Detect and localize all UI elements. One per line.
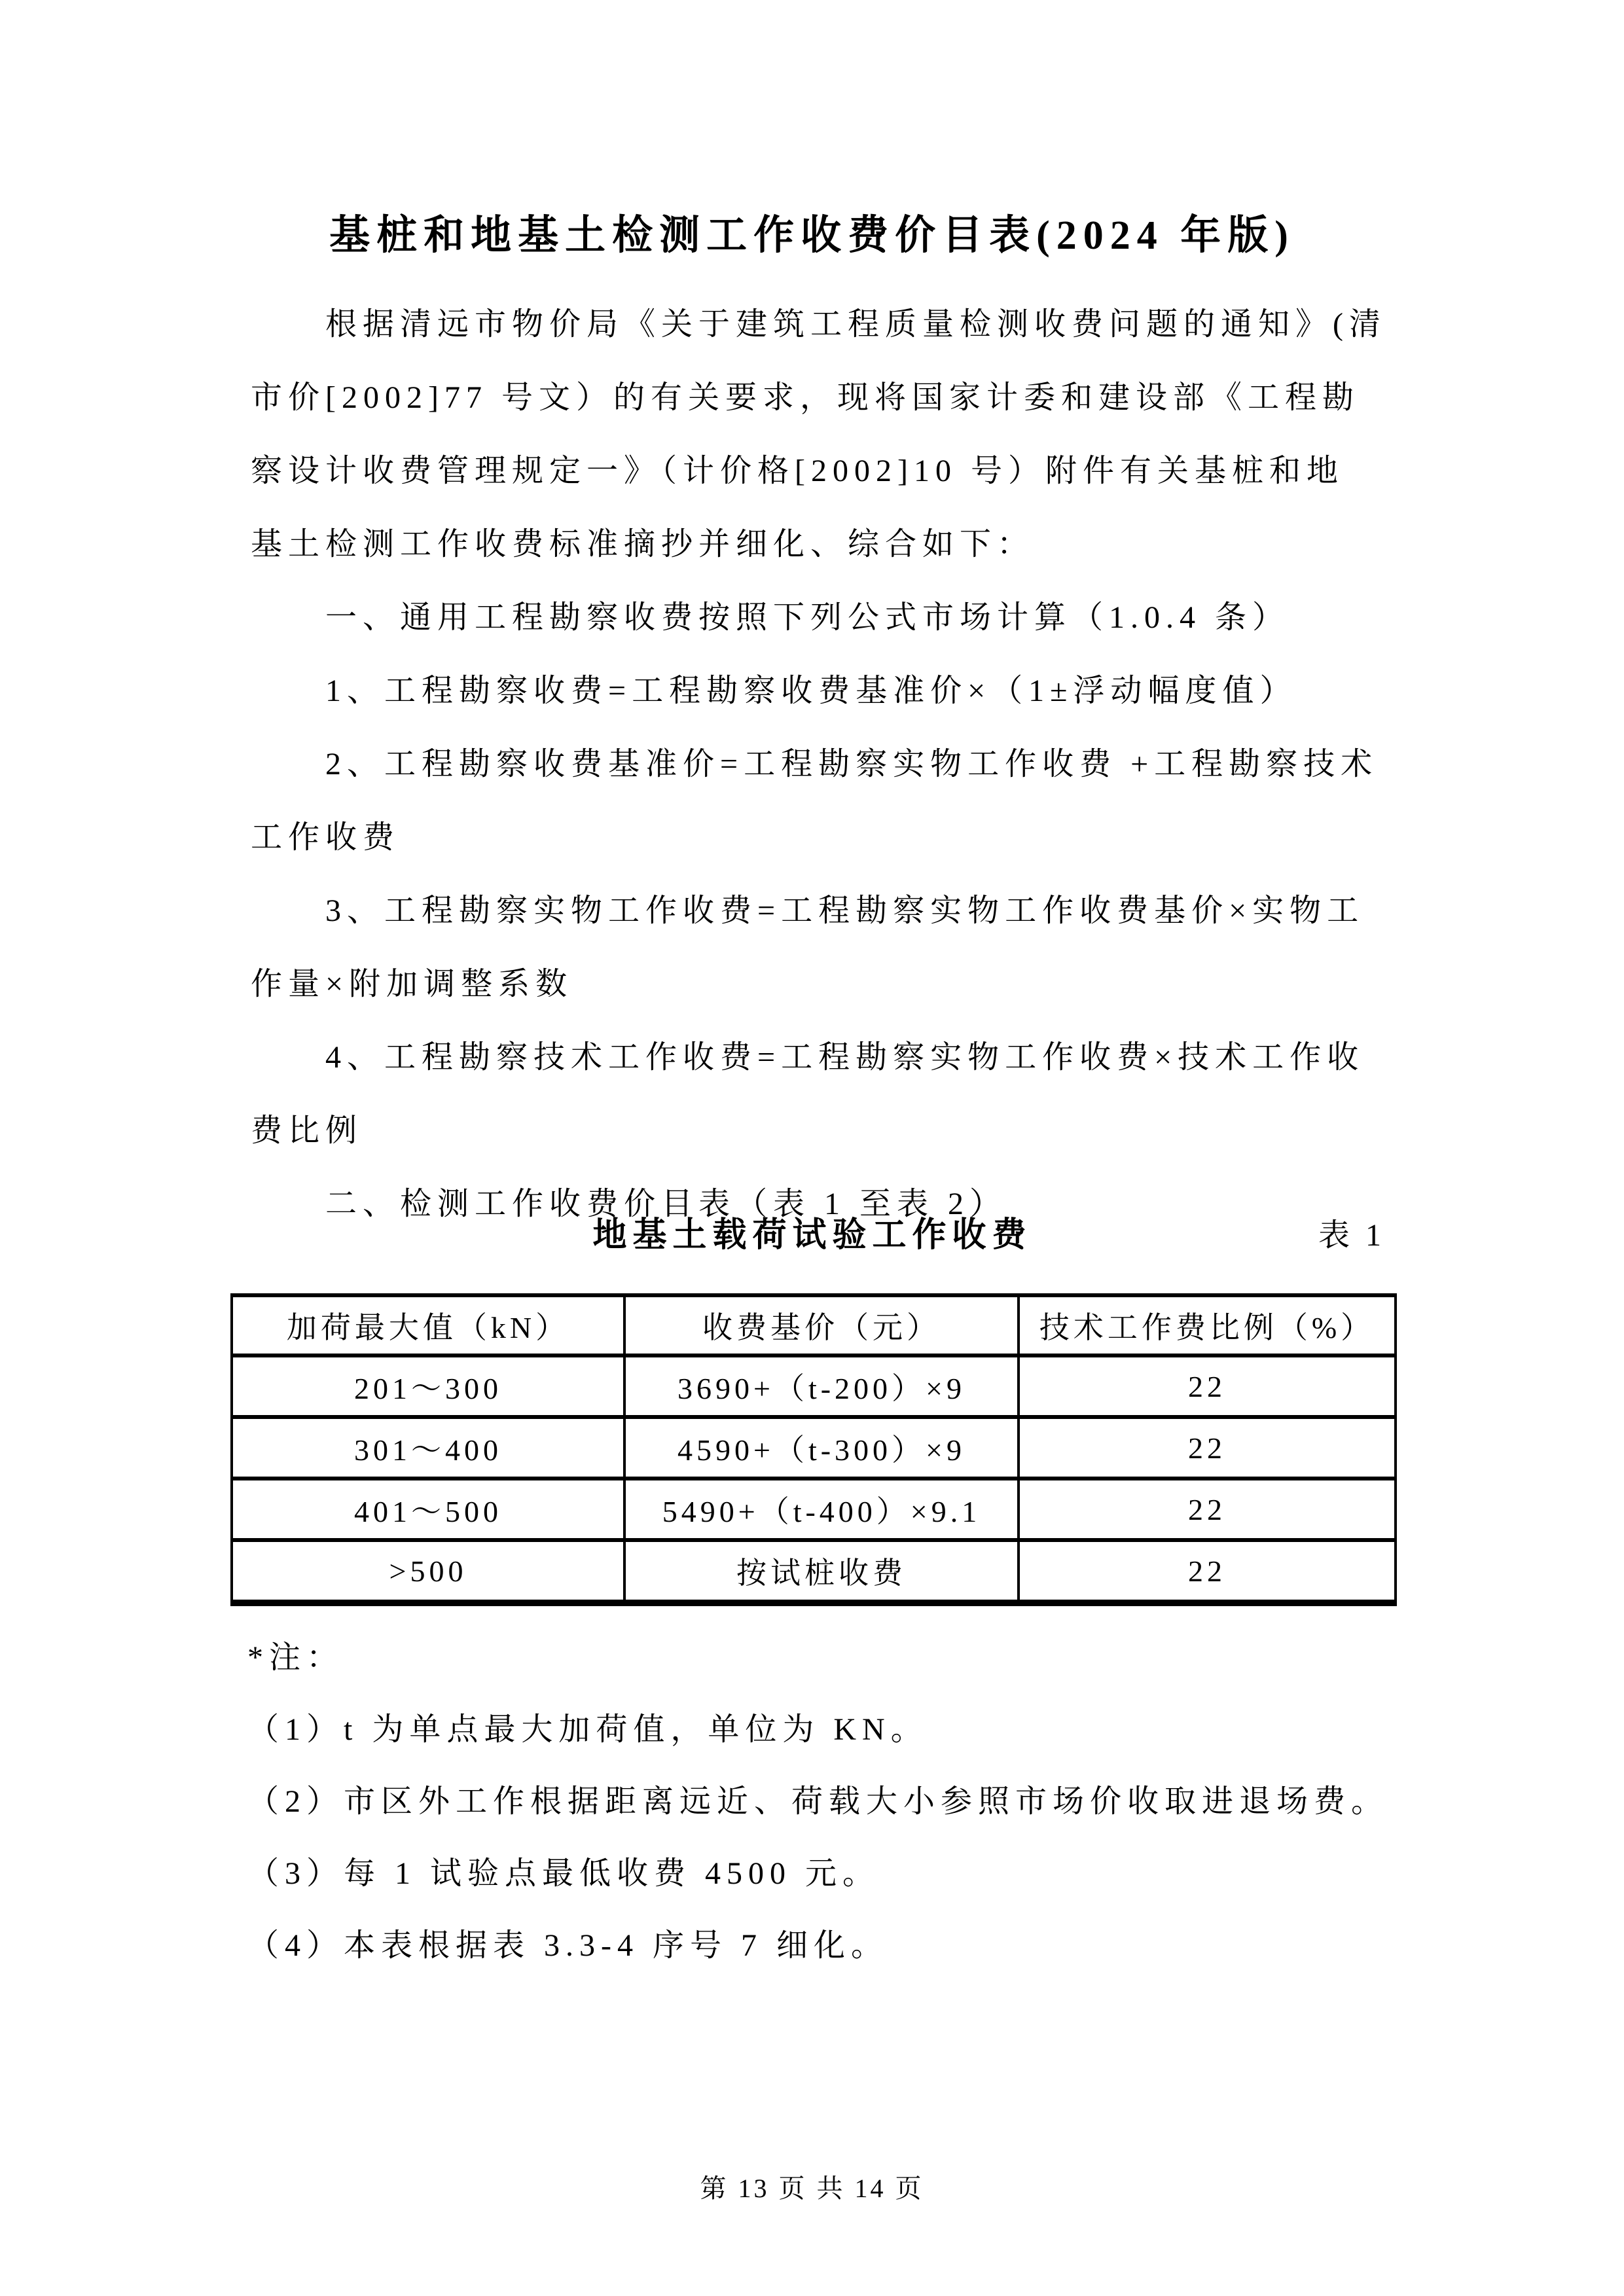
cell-load-range: >500 bbox=[232, 1540, 624, 1603]
body-line: 二、检测工作收费价目表（表 1 至表 2） bbox=[325, 1187, 1007, 1221]
note-item: （3）每 1 试验点最低收费 4500 元。 bbox=[247, 1856, 880, 1891]
col-header-max-load: 加荷最大值（kN） bbox=[232, 1295, 624, 1355]
note-item: （1）t 为单点最大加荷值，单位为 KN。 bbox=[247, 1712, 928, 1747]
body-line: 基土检测工作收费标准摘抄并细化、综合如下： bbox=[251, 527, 1035, 562]
notes-section bbox=[247, 1622, 1406, 1982]
cell-base-price: 按试桩收费 bbox=[624, 1540, 1019, 1603]
body-line: 工作收费 bbox=[251, 820, 401, 855]
cell-tech-ratio: 22 bbox=[1019, 1355, 1396, 1417]
body-line: 一、通用工程勘察收费按照下列公式市场计算（1.0.4 条） bbox=[325, 600, 1290, 635]
cell-base-price: 5490+（t-400）×9.1 bbox=[624, 1479, 1019, 1540]
fee-table bbox=[230, 1293, 1397, 1606]
table-row bbox=[232, 1355, 1396, 1417]
table-row bbox=[232, 1479, 1396, 1540]
table-caption-row bbox=[230, 1212, 1394, 1259]
table-row bbox=[232, 1417, 1396, 1479]
cell-load-range: 201～300 bbox=[232, 1355, 624, 1417]
body-line: 作量×附加调整系数 bbox=[251, 967, 573, 1001]
table-title: 地基土载荷试验工作收费 bbox=[592, 1217, 1032, 1254]
cell-load-range: 401～500 bbox=[232, 1479, 624, 1540]
body-line: 市价[2002]77 号文）的有关要求，现将国家计委和建设部《工程勘 bbox=[251, 380, 1360, 415]
body-line: 费比例 bbox=[251, 1113, 363, 1148]
cell-tech-ratio: 22 bbox=[1019, 1479, 1396, 1540]
body-line: 3、工程勘察实物工作收费=工程勘察实物工作收费基价×实物工 bbox=[325, 893, 1365, 928]
body-line: 1、工程勘察收费=工程勘察收费基准价×（1±浮动幅度值） bbox=[325, 673, 1297, 708]
cell-tech-ratio: 22 bbox=[1019, 1417, 1396, 1479]
table-number-label: 表 1 bbox=[1318, 1218, 1385, 1253]
col-header-tech-ratio: 技术工作费比例（%） bbox=[1019, 1295, 1396, 1355]
fee-table-header-row bbox=[232, 1295, 1396, 1355]
body-line: 察设计收费管理规定一》（计价格[2002]10 号）附件有关基桩和地 bbox=[251, 454, 1344, 488]
body-text bbox=[251, 288, 1403, 1241]
body-line: 根据清远市物价局《关于建筑工程质量检测收费问题的通知》(清 bbox=[325, 307, 1386, 342]
page-title: 基桩和地基土检测工作收费价目表(2024 年版) bbox=[329, 213, 1295, 258]
note-item: （2）市区外工作根据距离远近、荷载大小参照市场价收取进退场费。 bbox=[247, 1784, 1389, 1819]
table-row bbox=[232, 1540, 1396, 1603]
notes-heading: *注： bbox=[247, 1640, 344, 1675]
cell-base-price: 4590+（t-300）×9 bbox=[624, 1417, 1019, 1479]
body-line: 2、工程勘察收费基准价=工程勘察实物工作收费 +工程勘察技术 bbox=[325, 747, 1379, 781]
note-item: （4）本表根据表 3.3-4 序号 7 细化。 bbox=[247, 1928, 888, 1963]
body-line: 4、工程勘察技术工作收费=工程勘察实物工作收费×技术工作收 bbox=[325, 1040, 1365, 1075]
cell-load-range: 301～400 bbox=[232, 1417, 624, 1479]
cell-tech-ratio: 22 bbox=[1019, 1540, 1396, 1603]
page-footer: 第 13 页 共 14 页 bbox=[700, 2174, 924, 2203]
cell-base-price: 3690+（t-200）×9 bbox=[624, 1355, 1019, 1417]
col-header-base-price: 收费基价（元） bbox=[624, 1295, 1019, 1355]
